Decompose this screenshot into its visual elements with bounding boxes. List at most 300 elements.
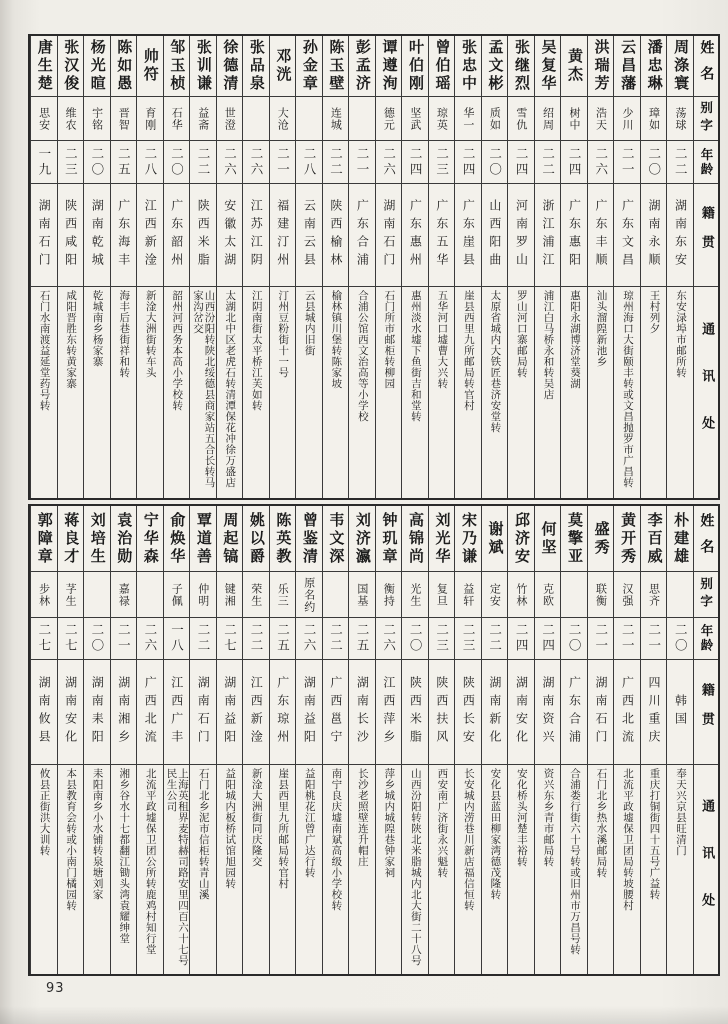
person-native-place: 湖南东安 (673, 199, 688, 271)
person-native-place: 广东五华 (434, 199, 449, 271)
native-place-cell (614, 660, 640, 765)
native-place-cell (58, 660, 84, 765)
age-cell (217, 141, 243, 184)
row-header-column (693, 506, 718, 974)
person-age: 二五 (116, 146, 132, 178)
age-cell (323, 141, 349, 184)
person-address: 石门水南渡益延堂药号转 (38, 290, 51, 411)
directory-tables (28, 34, 720, 976)
person-age: 二七 (63, 623, 79, 654)
person-name: 叶伯刚 (406, 39, 425, 93)
person-courtesy-name: 大沧 (276, 106, 290, 131)
courtesy-name-cell (588, 572, 614, 618)
native-place-cell (270, 184, 296, 287)
courtesy-name-cell (667, 97, 693, 141)
person-name: 高锦尚 (406, 511, 425, 566)
native-place-cell (270, 660, 296, 765)
person-name: 孟文彬 (486, 39, 505, 93)
native-place-cell (190, 184, 216, 287)
person-address: 新淦大洲街同庆隆交 (250, 768, 263, 867)
name-cell (376, 506, 402, 572)
person-courtesy-name: 华一 (461, 106, 475, 131)
person-column (428, 506, 455, 974)
person-age: 二〇 (89, 146, 105, 178)
person-native-place: 湖南安化 (514, 676, 529, 748)
address-cell (323, 287, 349, 498)
address-cell (535, 287, 561, 498)
person-address: 攸县正街洪大训转 (38, 768, 51, 856)
courtesy-name-cell (349, 97, 375, 141)
person-native-place: 湖南永顺 (647, 199, 662, 271)
name-cell (667, 36, 693, 97)
person-native-place: 广东琼州 (275, 676, 290, 748)
person-courtesy-name: 思齐 (647, 582, 661, 607)
name-cell (455, 506, 481, 572)
person-native-place: 湖南益阳 (222, 676, 237, 748)
courtesy-name-cell (402, 572, 428, 618)
person-address: 上海英租界麦特赫司路安里四百六十七号民生公司 (165, 768, 189, 966)
age-cell (482, 141, 508, 184)
native-place-cell (349, 660, 375, 765)
name-cell (402, 506, 428, 572)
person-column (534, 36, 561, 498)
person-age: 二七 (36, 623, 52, 654)
age-cell (667, 618, 693, 660)
address-cell (667, 765, 693, 974)
person-age: 二一 (620, 623, 636, 654)
courtesy-name-cell (31, 97, 57, 141)
person-address: 海丰后巷街祥和转 (118, 290, 131, 378)
person-name: 谭遵洵 (380, 39, 399, 93)
person-column (507, 36, 534, 498)
courtesy-name-cell (323, 97, 349, 141)
courtesy-name-cell (58, 97, 84, 141)
person-name: 彭孟济 (353, 39, 372, 93)
address-cell (614, 287, 640, 498)
person-courtesy-name: 光生 (408, 582, 422, 607)
person-courtesy-name: 复旦 (435, 582, 449, 607)
native-place-cell (164, 660, 190, 765)
age-cell (58, 141, 84, 184)
name-cell (482, 506, 508, 572)
age-cell (84, 618, 110, 660)
address-cell (217, 287, 243, 498)
person-column (613, 506, 640, 974)
person-name: 刘光华 (433, 511, 452, 566)
native-place-cell (243, 660, 269, 765)
name-cell (190, 506, 216, 572)
person-native-place: 湖南资兴 (540, 676, 555, 748)
person-name: 曾鉴清 (300, 511, 319, 566)
age-cell (455, 618, 481, 660)
person-column (348, 506, 375, 974)
person-courtesy-name: 维农 (64, 106, 78, 131)
person-column (560, 506, 587, 974)
person-address: 惠阳永湖博济堂葵湖 (568, 290, 581, 389)
age-cell (614, 141, 640, 184)
person-age: 二六 (142, 623, 158, 654)
person-column (163, 36, 190, 498)
person-name: 李百威 (645, 511, 664, 566)
person-native-place: 湖南乾城 (90, 199, 105, 271)
person-age: 二二 (328, 623, 344, 654)
person-address: 安化桥头河楚丰裕转 (515, 768, 528, 867)
person-name: 宋乃谦 (459, 511, 478, 566)
courtesy-name-cell (614, 97, 640, 141)
address-cell (111, 765, 137, 974)
person-courtesy-name: 坚武 (408, 106, 422, 131)
person-native-place: 陕西扶风 (434, 676, 449, 748)
name-cell (164, 506, 190, 572)
person-name: 陈英教 (274, 511, 293, 566)
name-cell (270, 36, 296, 97)
person-name: 覃道善 (194, 511, 213, 566)
address-cell (137, 287, 163, 498)
person-courtesy-name: 益斋 (196, 106, 210, 131)
person-age: 二六 (593, 146, 609, 178)
person-name: 徐德清 (221, 39, 240, 93)
name-cell (429, 506, 455, 572)
age-cell (588, 618, 614, 660)
age-cell (217, 618, 243, 660)
person-address: 云县城内旧街 (303, 290, 316, 356)
person-courtesy-name: 键湘 (223, 582, 237, 607)
native-place-cell (296, 184, 322, 287)
name-cell (561, 36, 587, 97)
address-cell (402, 765, 428, 974)
person-age: 二六 (381, 146, 397, 178)
person-courtesy-name: 原名约 (302, 576, 316, 613)
person-courtesy-name: 益轩 (461, 582, 475, 607)
person-column (189, 36, 216, 498)
person-name: 孙金章 (300, 39, 319, 93)
courtesy-name-cell (482, 97, 508, 141)
person-column (163, 506, 190, 974)
person-name: 洪瑞芳 (592, 39, 611, 93)
person-native-place: 湖南石门 (593, 676, 608, 748)
address-cell (190, 287, 216, 498)
person-column (428, 36, 455, 498)
person-age: 二二 (540, 146, 556, 178)
age-cell (31, 618, 57, 660)
name-cell (243, 36, 269, 97)
address-cell (429, 765, 455, 974)
person-courtesy-name: 绍周 (541, 106, 555, 131)
address-cell (508, 765, 534, 974)
name-cell (429, 36, 455, 97)
person-courtesy-name: 芓生 (64, 582, 78, 607)
person-native-place: 广东海丰 (116, 199, 131, 271)
person-name: 邓洸 (274, 48, 293, 84)
courtesy-name-cell (270, 97, 296, 141)
person-courtesy-name: 联衡 (594, 582, 608, 607)
native-place-cell (323, 184, 349, 287)
person-column (481, 36, 508, 498)
person-address: 奉天兴京县旺清门 (675, 768, 688, 856)
courtesy-name-cell (482, 572, 508, 618)
person-courtesy-name: 宇铭 (90, 106, 104, 131)
person-native-place: 湖南新化 (487, 676, 502, 748)
person-name: 谢斌 (486, 520, 505, 557)
courtesy-name-cell (243, 97, 269, 141)
name-cell (482, 36, 508, 97)
person-age: 二三 (434, 146, 450, 178)
address-cell (349, 287, 375, 498)
courtesy-name-cell (190, 97, 216, 141)
person-age: 二二 (487, 623, 503, 654)
row-header-column (693, 36, 718, 498)
person-age: 二六 (302, 623, 318, 654)
person-age: 二〇 (673, 623, 689, 654)
native-place-cell (588, 184, 614, 287)
person-name: 帅符 (141, 48, 160, 84)
person-column (295, 36, 322, 498)
native-place-cell (31, 184, 57, 287)
person-name: 张训谦 (194, 39, 213, 93)
person-age: 二四 (540, 623, 556, 654)
row-header-address: 通讯处 (699, 322, 715, 463)
courtesy-name-cell (402, 97, 428, 141)
address-cell (323, 765, 349, 974)
address-cell (31, 765, 57, 974)
person-native-place: 安徽太湖 (222, 199, 237, 271)
native-place-cell (137, 184, 163, 287)
person-column (560, 36, 587, 498)
person-native-place: 湖南石门 (37, 199, 52, 271)
age-cell (243, 618, 269, 660)
person-address: 资兴东乡青市邮局转 (542, 768, 555, 867)
person-name: 黄开秀 (619, 511, 638, 566)
person-column (110, 36, 137, 498)
person-native-place: 广西北流 (620, 676, 635, 748)
person-column (322, 506, 349, 974)
age-cell (561, 141, 587, 184)
address-cell (137, 765, 163, 974)
person-native-place: 湖南石门 (196, 676, 211, 748)
person-courtesy-name: 浩天 (594, 106, 608, 131)
person-age: 二八 (142, 146, 158, 178)
person-native-place: 云南云县 (302, 199, 317, 271)
person-address: 咸阳晋胜东转黄家寨 (65, 290, 78, 389)
address-cell (31, 287, 57, 498)
person-address: 长安城内涝巷川新店福信恒转 (462, 768, 475, 911)
address-cell (58, 287, 84, 498)
person-name: 黄杰 (566, 48, 585, 84)
native-place-cell (508, 184, 534, 287)
age-cell (31, 141, 57, 184)
person-address: 重庆打铜街四十五号广益转 (648, 768, 661, 900)
person-name: 吴复华 (539, 39, 558, 93)
person-courtesy-name: 琼英 (435, 106, 449, 131)
courtesy-name-cell (137, 572, 163, 618)
person-column (242, 506, 269, 974)
person-name: 陈如愚 (115, 39, 134, 93)
courtesy-name-cell (349, 572, 375, 618)
age-cell (111, 141, 137, 184)
courtesy-name-cell (84, 97, 110, 141)
person-age: 二四 (567, 146, 583, 178)
person-age: 二一 (593, 623, 609, 654)
age-cell (190, 141, 216, 184)
courtesy-name-cell (164, 572, 190, 618)
address-cell (482, 765, 508, 974)
row-header-age: 年龄 (699, 624, 714, 653)
address-cell (482, 287, 508, 498)
person-native-place: 陕西米脂 (196, 199, 211, 271)
native-place-cell (482, 660, 508, 765)
person-age: 二〇 (408, 623, 424, 654)
courtesy-name-cell (111, 97, 137, 141)
age-cell (455, 141, 481, 184)
person-native-place: 湖南安化 (63, 676, 78, 748)
native-place-cell (376, 184, 402, 287)
person-native-place: 湖南湘乡 (116, 676, 131, 748)
person-address: 东安渌埠市邮所转 (675, 290, 688, 378)
person-age: 二四 (408, 146, 424, 178)
person-courtesy-name: 树中 (567, 106, 581, 131)
courtesy-name-cell (164, 97, 190, 141)
native-place-cell (84, 184, 110, 287)
courtesy-name-cell (429, 97, 455, 141)
person-address: 合浦娄行街六十号转或旧州市万昌号转 (568, 768, 581, 955)
courtesy-name-cell (217, 572, 243, 618)
person-column (83, 506, 110, 974)
age-cell (614, 618, 640, 660)
person-column (295, 506, 322, 974)
age-cell (402, 141, 428, 184)
name-cell (349, 506, 375, 572)
person-courtesy-name: 雪仇 (514, 106, 528, 131)
person-name: 刘培生 (88, 511, 107, 566)
person-age: 二二 (195, 623, 211, 654)
person-name: 盛秀 (592, 520, 611, 557)
person-address: 汀州豆粉街十一号 (277, 290, 290, 378)
address-cell (58, 765, 84, 974)
person-native-place: 广西北流 (143, 676, 158, 748)
person-courtesy-name: 定安 (488, 582, 502, 607)
person-age: 二一 (116, 623, 132, 654)
age-cell (111, 618, 137, 660)
person-column (375, 506, 402, 974)
age-cell (137, 141, 163, 184)
person-age: 二〇 (646, 146, 662, 178)
name-cell (535, 506, 561, 572)
person-age: 二二 (328, 146, 344, 178)
person-native-place: 陕西长安 (461, 676, 476, 748)
person-column (666, 36, 693, 498)
address-cell (84, 287, 110, 498)
person-courtesy-name: 质如 (488, 106, 502, 131)
person-age: 二五 (275, 623, 291, 654)
address-cell (376, 765, 402, 974)
courtesy-name-cell (667, 572, 693, 618)
address-cell (429, 287, 455, 498)
courtesy-name-cell (137, 97, 163, 141)
person-column (216, 36, 243, 498)
age-cell (190, 618, 216, 660)
name-cell (111, 506, 137, 572)
person-address: 太湖北中区老虎石转清潭保花冲徐万盛店 (224, 290, 237, 488)
person-address: 罗山河口寨邮局转 (515, 290, 528, 378)
person-address: 五华河口墟曹大兴转 (436, 290, 449, 389)
person-column (57, 36, 84, 498)
name-cell (58, 36, 84, 97)
person-name: 张忠中 (459, 39, 478, 93)
person-age: 一九 (36, 146, 52, 178)
courtesy-name-cell (84, 572, 110, 618)
person-column (507, 506, 534, 974)
person-column (587, 36, 614, 498)
person-age: 二〇 (89, 623, 105, 654)
address-cell (349, 765, 375, 974)
address-cell (641, 287, 667, 498)
person-native-place: 江西广丰 (169, 676, 184, 748)
person-age: 二一 (620, 146, 636, 178)
courtesy-name-cell (508, 572, 534, 618)
person-address: 汕头溜隍新池乡 (595, 290, 608, 367)
age-cell (349, 618, 375, 660)
address-cell (561, 287, 587, 498)
person-name: 曾伯瑶 (433, 39, 452, 93)
name-cell (190, 36, 216, 97)
age-cell (482, 618, 508, 660)
person-age: 二〇 (487, 146, 503, 178)
courtesy-name-cell (58, 572, 84, 618)
person-courtesy-name: 连城 (329, 106, 343, 131)
courtesy-name-cell (190, 572, 216, 618)
person-native-place: 山西阳曲 (487, 199, 502, 271)
age-cell (164, 141, 190, 184)
native-place-cell (296, 660, 322, 765)
person-native-place: 陕西榆林 (328, 199, 343, 271)
directory-table-bottom (28, 504, 720, 976)
name-cell (323, 506, 349, 572)
person-age: 二六 (248, 146, 264, 178)
name-cell (270, 506, 296, 572)
person-age: 二六 (381, 623, 397, 654)
person-native-place: 陕西米脂 (408, 676, 423, 748)
courtesy-name-cell (111, 572, 137, 618)
courtesy-name-cell (561, 572, 587, 618)
person-native-place: 湖南石门 (381, 199, 396, 271)
row-header-courtesy: 别字 (698, 577, 714, 612)
name-cell (84, 506, 110, 572)
age-cell (508, 141, 534, 184)
native-place-cell (561, 660, 587, 765)
person-courtesy-name: 璋如 (647, 106, 661, 131)
native-place-cell (243, 184, 269, 287)
person-age: 二四 (461, 146, 477, 178)
person-name: 唐生楚 (35, 39, 54, 93)
person-address: 益阳城内板桥试馆旭园转 (224, 768, 237, 889)
person-native-place: 广东崖县 (461, 199, 476, 271)
person-column (375, 36, 402, 498)
row-header-address: 通讯处 (699, 799, 715, 940)
name-cell (111, 36, 137, 97)
person-courtesy-name: 竹林 (514, 582, 528, 607)
native-place-cell (429, 184, 455, 287)
person-native-place: 陕西咸阳 (63, 199, 78, 271)
person-name: 张继烈 (513, 39, 532, 93)
person-native-place: 四川重庆 (647, 676, 662, 748)
native-place-cell (402, 660, 428, 765)
person-column (454, 506, 481, 974)
address-cell (614, 765, 640, 974)
person-age: 二六 (222, 146, 238, 178)
person-name: 袁治勋 (115, 511, 134, 566)
age-cell (667, 141, 693, 184)
courtesy-name-cell (588, 97, 614, 141)
